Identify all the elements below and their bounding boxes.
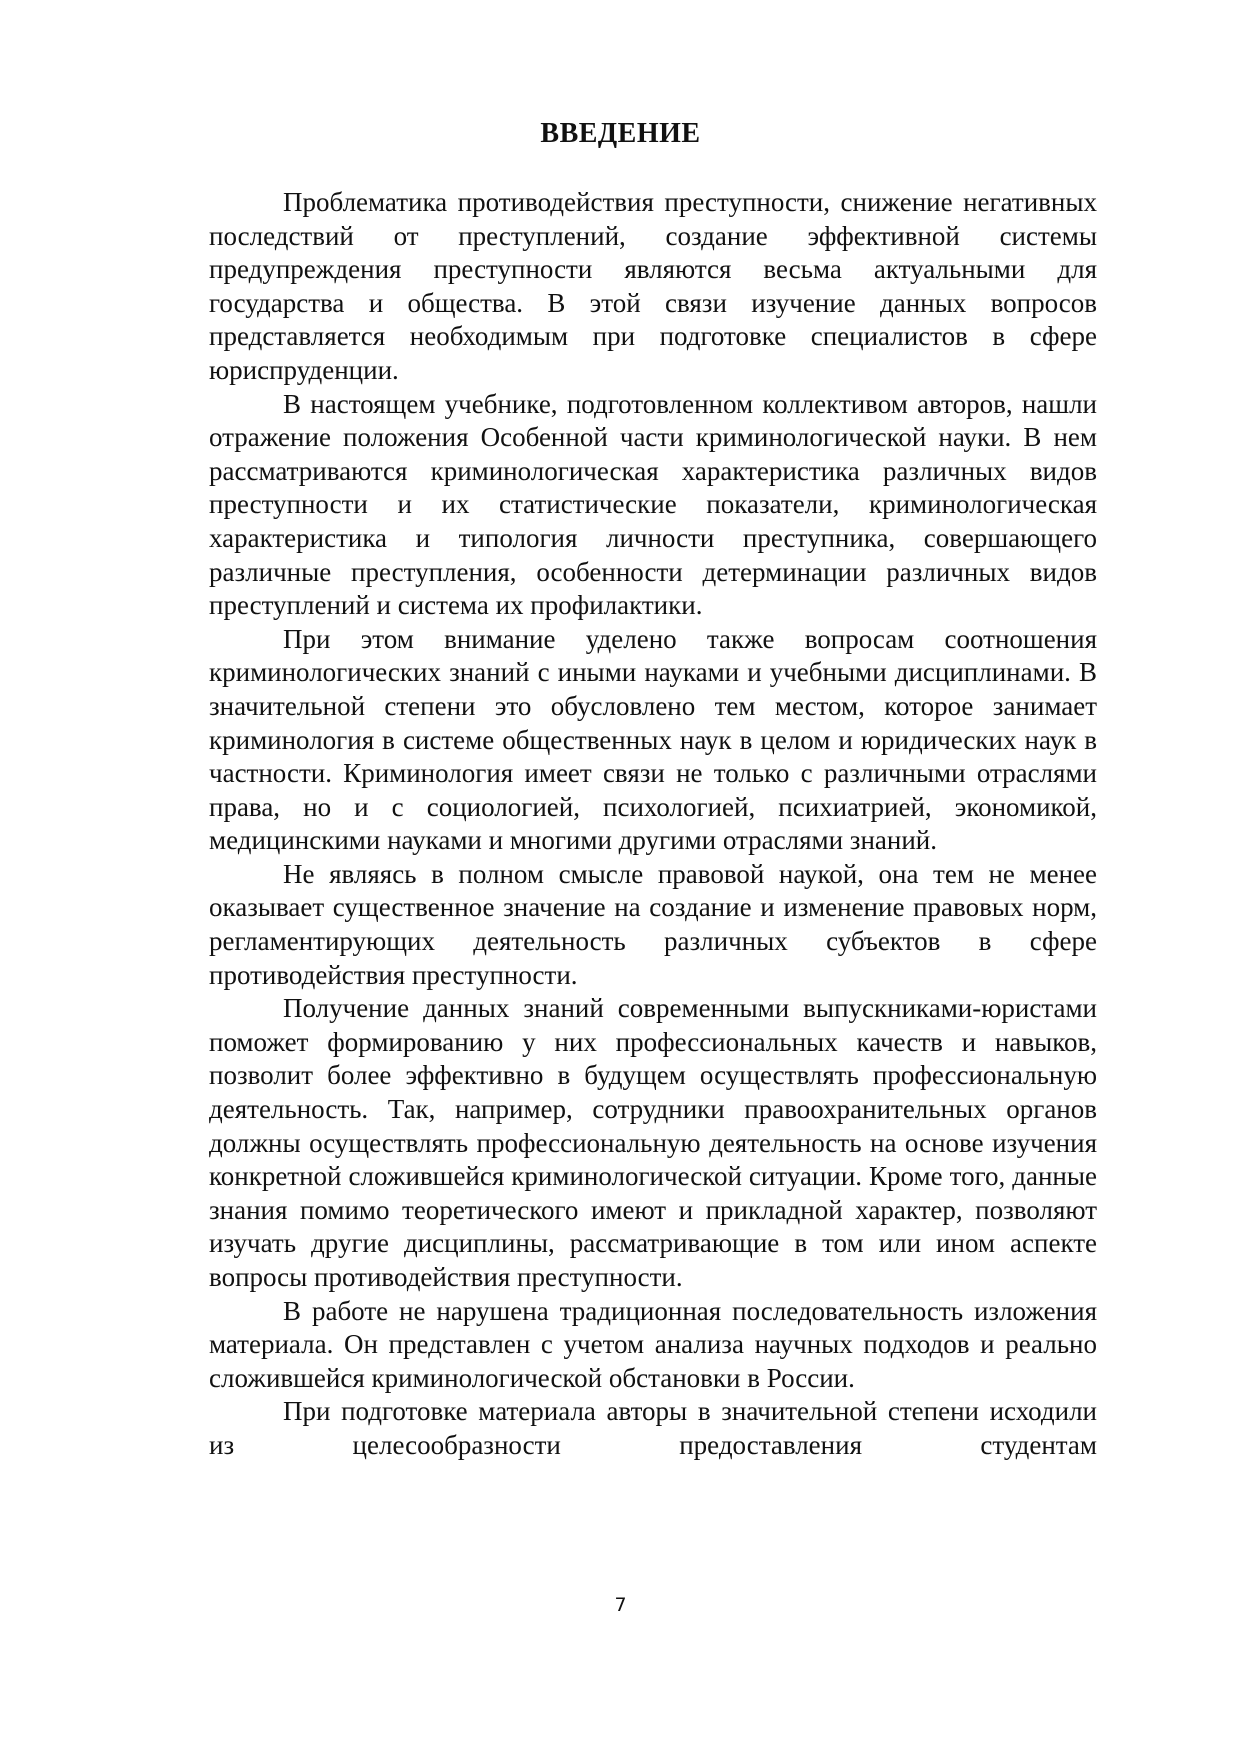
paragraph-4: Не являясь в полном смысле правовой наукой, она тем не менее оказывает существенное значение на создание и изменение правовых норм, регламентирующих деятельность различных субъектов в сфере противодействия преступности. — [209, 858, 1097, 990]
page-number: 7 — [614, 1594, 627, 1616]
body-text — [209, 186, 1097, 1463]
paragraph-6: В работе не нарушена традиционная последовательность изложения материала. Он представлен с учетом анализа научных подходов и реально сложившейся криминологической обстановки в России. — [209, 1295, 1097, 1393]
paragraph-2: В настоящем учебнике, подготовленном коллективом авторов, нашли отражение положения Особенной части криминологической науки. В нем рассматриваются криминологическая характеристика различных видов преступности и их статистические показатели, криминологическая характеристика и типология личности преступника, совершающего различные преступления, особенности детерминации различных видов преступлений и система их профилактики. — [209, 388, 1097, 621]
paragraph-5: Получение данных знаний современными выпускниками-юристами поможет формированию у них профессиональных качеств и навыков, позволит более эффективно в будущем осуществлять профессиональную деятельность. Так, например, сотрудники правоохранительных органов должны осуществлять профессиональную деятельность на основе изучения конкретной сложившейся криминологической ситуации. Кроме того, данные знания помимо теоретического имеют и прикладной характер, позволяют изучать другие дисциплины, рассматривающие в том или ином аспекте вопросы противодействия преступности. — [209, 993, 1097, 1292]
paragraph-1: Проблематика противодействия преступности, снижение негативных последствий от преступлений, создание эффективной системы предупреждения преступности являются весьма актуальными для государства и общества. В этой связи изучение данных вопросов представляется необходимым при подготовке специалистов в сфере юриспруденции. — [209, 187, 1097, 385]
paragraph-3: При этом внимание уделено также вопросам соотношения криминологических знаний с иными науками и учебными дисциплинами. В значительной степени это обусловлено тем местом, которое занимает криминология в системе общественных наук в целом и юридических наук в частности. Криминология имеет связи не только с различными отраслями права, но и с социологией, психологией, психиатрией, экономикой, медицинскими науками и многими другими отраслями знаний. — [209, 623, 1097, 856]
section-title: ВВЕДЕНИЕ — [540, 118, 701, 149]
paragraph-7: При подготовке материала авторы в значительной степени исходили из целесообразности предоставления студентам — [209, 1396, 1097, 1460]
